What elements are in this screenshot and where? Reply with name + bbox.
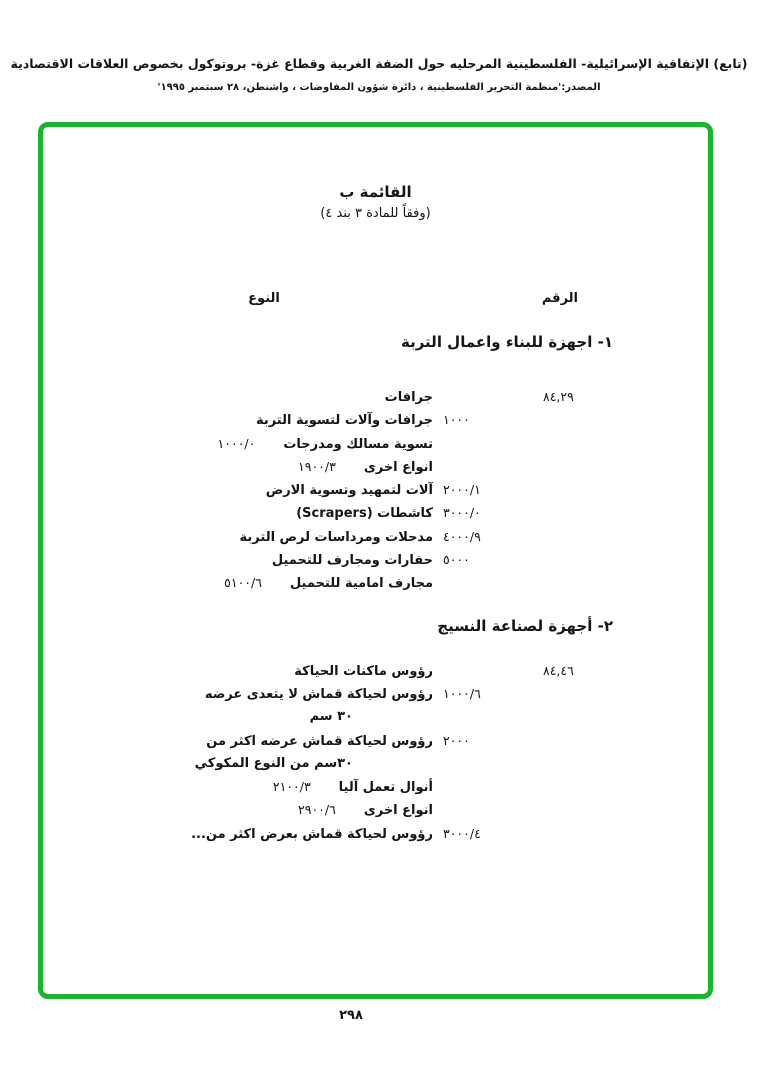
table-row	[43, 459, 708, 482]
hs-subheading-number: ٢٠٠٠/١	[443, 482, 481, 498]
table-row	[43, 505, 708, 528]
document-source: المصدر:'منظمة التحرير الفلسطينية ، دائرة شؤون المفاوضات ، واشنطن، ٢٨ سبتمبر ١٩٩٥'	[157, 82, 601, 93]
item-type: انواع اخرى٢٩٠٠/٦	[298, 802, 433, 819]
column-header-number: الرقم	[541, 291, 578, 306]
table-row	[43, 575, 708, 598]
table-row	[43, 663, 708, 686]
section-heading: ١- اجهزة للبناء واعمال التربة	[401, 333, 613, 351]
hs-subheading-number: ٢١٠٠/٣	[272, 779, 311, 795]
hs-subheading-number: ٢٩٠٠/٦	[298, 802, 336, 818]
table-row	[43, 389, 708, 412]
item-type: جرافات	[384, 390, 433, 405]
table-row	[43, 552, 708, 575]
hs-chapter-code: ٨٤,٢٩	[543, 389, 574, 404]
item-type: رؤوس لحياكة قماش عرضه اكثر من	[206, 733, 433, 749]
item-type: انواع اخرى١٩٠٠/٣	[298, 458, 433, 475]
item-type: آلات لتمهيد وتسوية الارض	[265, 483, 433, 499]
hs-subheading-number: ١٠٠٠	[443, 412, 470, 428]
item-type: أنوال تعمل آليا٢١٠٠/٣	[272, 779, 433, 796]
table-row	[43, 482, 708, 505]
item-type: رؤوس ماكنات الحياكة	[294, 663, 433, 679]
table-row	[43, 436, 708, 459]
list-section	[43, 333, 708, 599]
table-row	[43, 779, 708, 802]
hs-subheading-number: ٣٠٠٠/٤	[443, 825, 481, 841]
hs-subheading-number: ١٠٠٠/٦	[443, 685, 481, 701]
list-subtitle: (وفقاً للمادة ٣ بند ٤)	[320, 206, 431, 221]
table-row	[43, 412, 708, 435]
table-row	[43, 733, 708, 756]
item-type: ٣٠سم من النوع المكوكي	[194, 755, 353, 771]
hs-subheading-number: ١٩٠٠/٣	[298, 458, 336, 474]
item-type: ٣٠ سم	[309, 709, 353, 725]
document-title: (تابع) الإتفاقية الإسرائيلية- الفلسطينية المرحليه حول الضفة الغربية وقطاع غزة- بروتوكول بخصوص العلاقات الاقتصادية	[10, 56, 748, 71]
hs-subheading-number: ٢٠٠٠	[443, 732, 470, 748]
hs-subheading-number: ٥٠٠٠	[443, 552, 470, 568]
section-rows	[43, 389, 708, 599]
item-type: رؤوس لحياكة قماش بعرض اكثر من...	[191, 826, 433, 842]
table-row	[43, 709, 708, 732]
hs-subheading-number: ١٠٠٠/٠	[217, 435, 256, 451]
item-type: مجارف امامية للتحميل٥١٠٠/٦	[224, 575, 433, 592]
hs-subheading-number: ٥١٠٠/٦	[224, 575, 262, 591]
hs-subheading-number: ٣٠٠٠/٠	[443, 505, 481, 521]
list-section	[43, 617, 708, 849]
page-header	[0, 56, 758, 93]
list-title: القائمة ب	[339, 183, 412, 201]
item-type: جرافات وآلات لتسوية التربة	[255, 413, 433, 429]
hs-chapter-code: ٨٤,٤٦	[543, 662, 574, 678]
item-type: حفارات ومجارف للتحميل	[271, 553, 433, 569]
content-frame	[38, 122, 713, 999]
item-type: تسوية مسالك ومدرجات١٠٠٠/٠	[217, 435, 433, 452]
item-type: مدحلات ومرداسات لرص التربة	[239, 529, 433, 545]
table-column-headers	[43, 291, 708, 306]
sections-container	[43, 333, 708, 849]
table-row	[43, 826, 708, 849]
table-row	[43, 802, 708, 825]
table-row	[43, 686, 708, 709]
section-heading: ٢- أجهزة لصناعة النسيج	[437, 616, 613, 635]
table-row	[43, 529, 708, 552]
section-rows	[43, 663, 708, 849]
page-number: ٢٩٨	[339, 1008, 363, 1023]
hs-subheading-number: ٤٠٠٠/٩	[443, 528, 481, 544]
column-header-type: النوع	[248, 291, 280, 306]
table-row	[43, 756, 708, 779]
item-type: كاشطات (Scrapers)	[296, 506, 433, 522]
item-type: رؤوس لحياكة قماش لا يتعدى عرضه	[204, 686, 433, 702]
